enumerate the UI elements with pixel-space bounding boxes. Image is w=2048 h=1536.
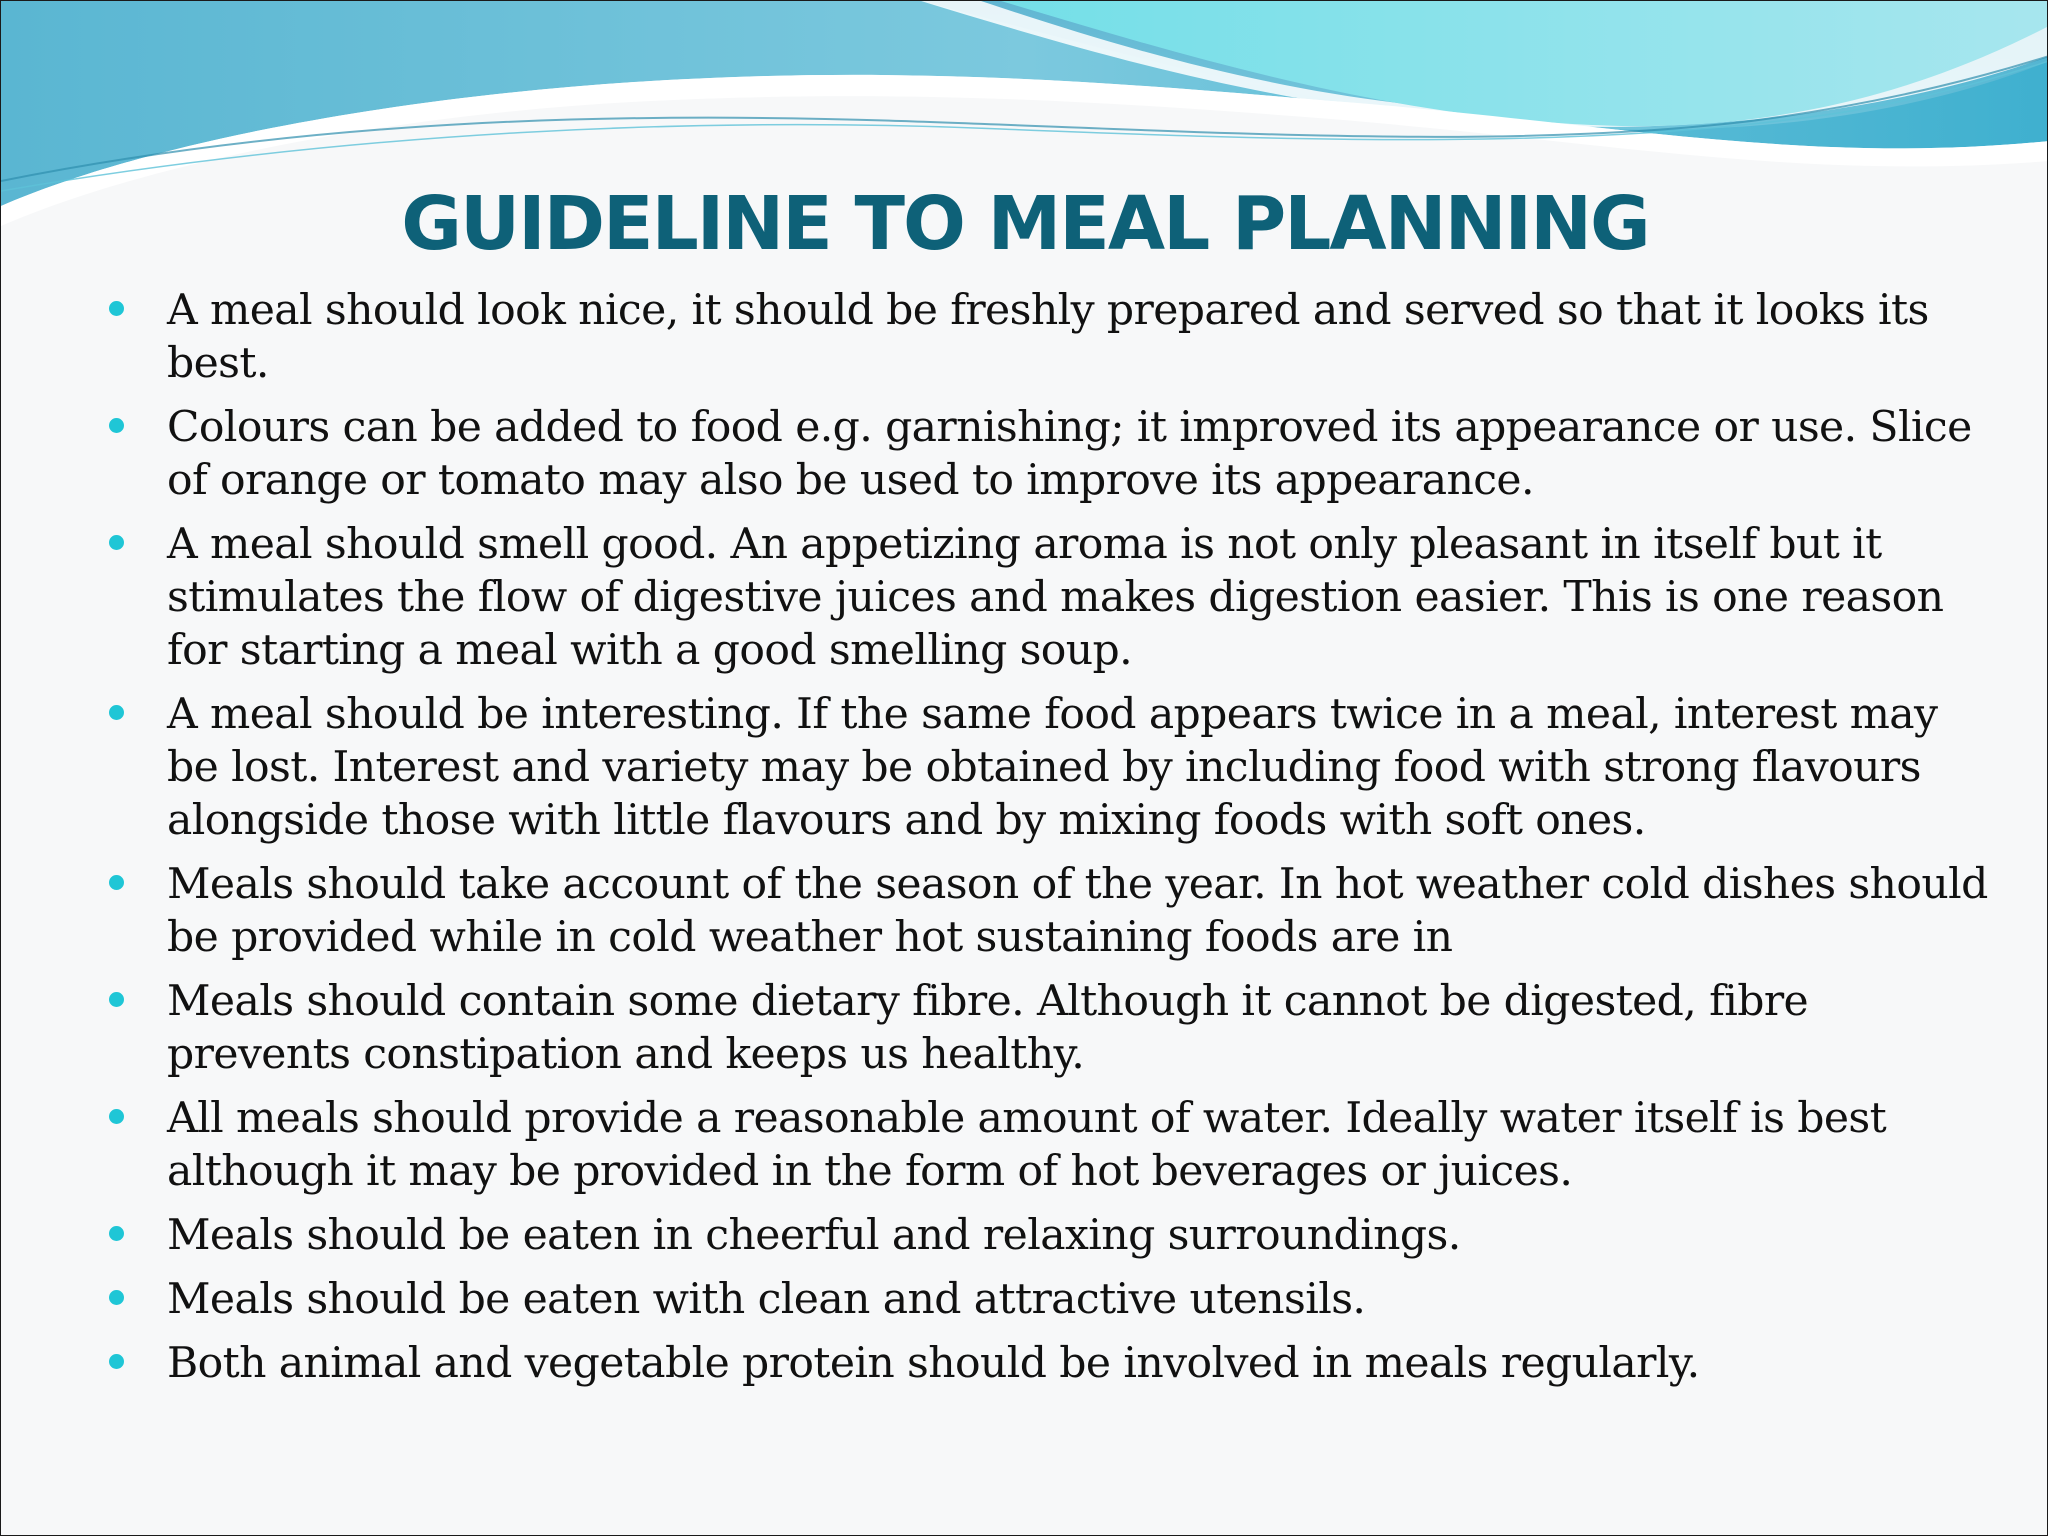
bullet-list: [105, 284, 1995, 1401]
bullet-item: [105, 688, 1995, 847]
bullet-text: All meals should provide a reasonable amount of water. Ideally water itself is best although it may be provided in the form of hot beverages or juices.: [167, 1094, 1887, 1196]
bullet-text: Meals should be eaten in cheerful and relaxing surroundings.: [167, 1211, 1461, 1260]
bullet-text: A meal should be interesting. If the same food appears twice in a meal, interest may be lost. Interest and variety may be obtained by including food with strong flavours alongside those with little flavours and by mixing foods with soft ones.: [167, 690, 1938, 845]
bullet-item: [105, 1273, 1995, 1326]
bullet-text: Meals should contain some dietary fibre. Although it cannot be digested, fibre prevents constipation and keeps us healthy.: [167, 977, 1809, 1079]
bullet-dot-icon: [109, 535, 124, 550]
bullet-dot-icon: [109, 1226, 124, 1241]
bullet-item: [105, 975, 1995, 1081]
bullet-text: Meals should take account of the season of the year. In hot weather cold dishes should be provided while in cold weather hot sustaining foods are in: [167, 860, 1988, 962]
bullet-dot-icon: [109, 301, 124, 316]
bullet-dot-icon: [109, 1290, 124, 1305]
bullet-dot-icon: [109, 705, 124, 720]
bullet-dot-icon: [109, 875, 124, 890]
bullet-dot-icon: [109, 1109, 124, 1124]
bullet-item: [105, 518, 1995, 677]
bullet-item: [105, 284, 1995, 390]
bullet-item: [105, 1209, 1995, 1262]
bullet-text: A meal should look nice, it should be freshly prepared and served so that it looks its best.: [167, 286, 1929, 388]
bullet-text: Meals should be eaten with clean and attractive utensils.: [167, 1275, 1366, 1324]
bullet-item: [105, 1092, 1995, 1198]
bullet-dot-icon: [109, 1354, 124, 1369]
bullet-dot-icon: [109, 992, 124, 1007]
bullet-text: A meal should smell good. An appetizing aroma is not only pleasant in itself but it stimulates the flow of digestive juices and makes digestion easier. This is one reason for starting a meal with a good smelling soup.: [167, 520, 1944, 675]
bullet-text: Both animal and vegetable protein should be involved in meals regularly.: [167, 1339, 1700, 1388]
bullet-item: [105, 401, 1995, 507]
bullet-dot-icon: [109, 418, 124, 433]
bullet-text: Colours can be added to food e.g. garnishing; it improved its appearance or use. Slice of orange or tomato may also be used to improve its appearance.: [167, 403, 1972, 505]
bullet-item: [105, 858, 1995, 964]
slide-title: GUIDELINE TO MEAL PLANNING: [401, 181, 1649, 267]
bullet-item: [105, 1337, 1995, 1390]
